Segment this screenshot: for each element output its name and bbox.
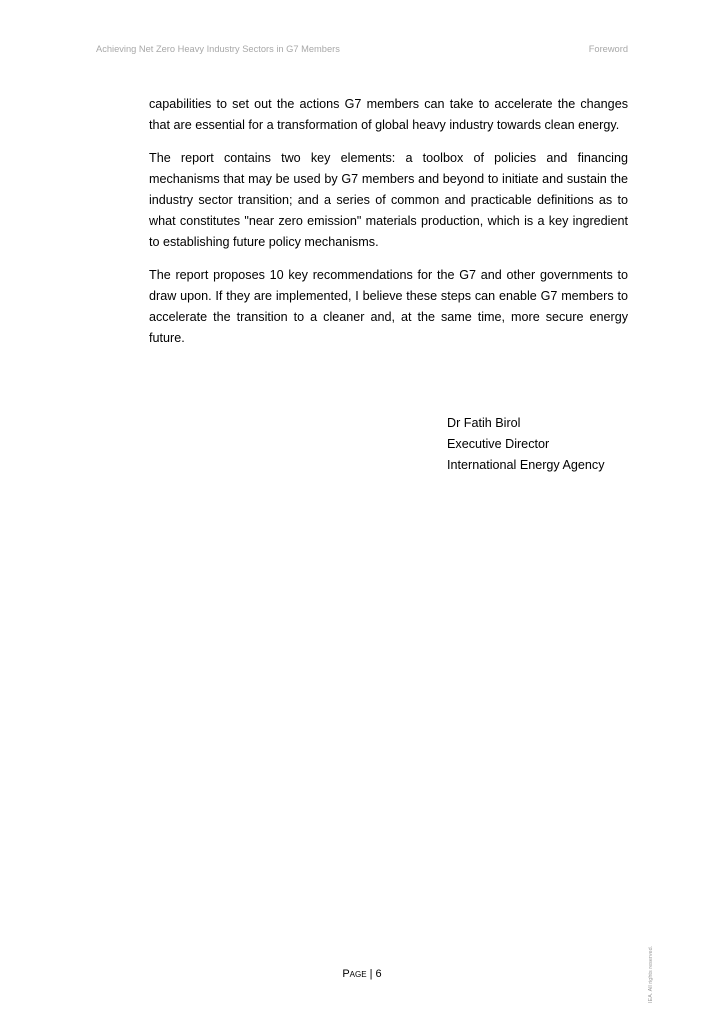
running-header (96, 43, 628, 55)
page-separator: | (369, 968, 373, 980)
signature-block (447, 413, 605, 476)
document-title: Achieving Net Zero Heavy Industry Sectors in G7 Members (96, 44, 340, 54)
paragraph: capabilities to set out the actions G7 members can take to accelerate the changes that are essential for a transformation of global heavy industry towards clean energy. (149, 97, 628, 132)
page-number-value: 6 (375, 968, 382, 980)
signatory-role: Executive Director (447, 437, 550, 451)
page-label: Page (342, 968, 367, 980)
foreword-body (149, 94, 628, 361)
signatory-organization: International Energy Agency (447, 458, 605, 472)
page-number (0, 967, 724, 981)
rights-notice: IEA. All rights reserved. (648, 945, 654, 1003)
section-name: Foreword (588, 44, 628, 54)
paragraph: The report contains two key elements: a toolbox of policies and financing mechanisms that may be used by G7 members and beyond to initiate and sustain the industry sector transition; and a series of common and practicable definitions as to what constitutes "near zero emission" materials production, which is a key ingredient to establishing future policy mechanisms. (149, 151, 628, 249)
paragraph: The report proposes 10 key recommendations for the G7 and other governments to draw upon. If they are implemented, I believe these steps can enable G7 members to accelerate the transition to a cleaner and, at the same time, more secure energy future. (149, 268, 628, 345)
signatory-name: Dr Fatih Birol (447, 416, 521, 430)
